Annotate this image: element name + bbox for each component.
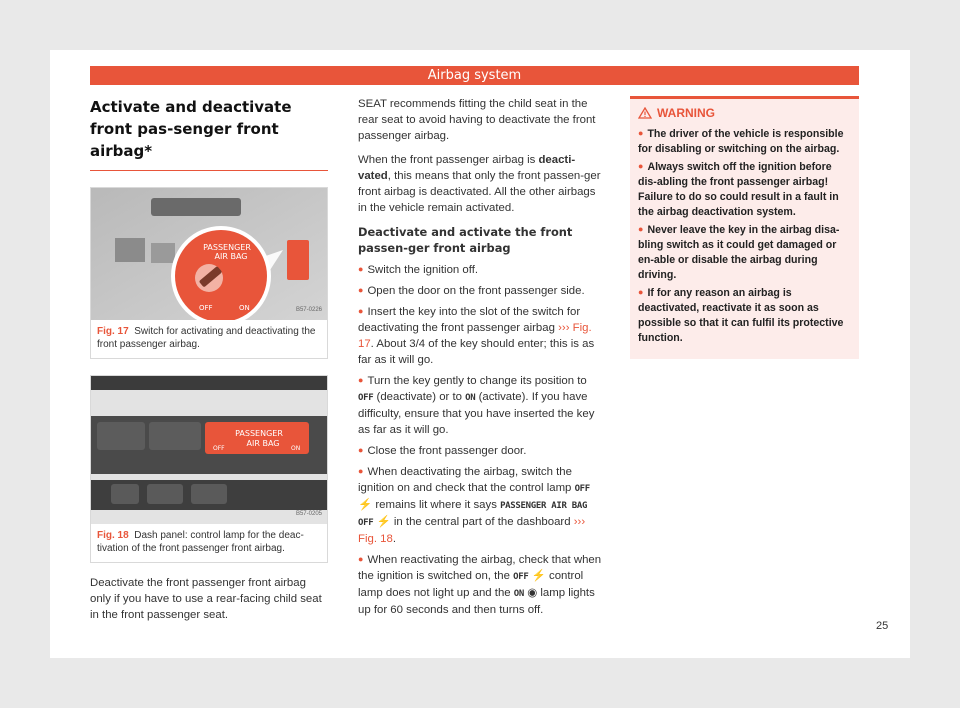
fig17-label-passenger: PASSENGER <box>203 243 251 252</box>
figure-number: Fig. 17 <box>97 326 129 337</box>
step-6: ● When deactivating the airbag, switch the ignition on and check that the control lamp OFF ⚡ remains lit where it says PASSENGER AIR BAG OFF ⚡ in the central part of the dashboard ››› Fig. 18. <box>358 464 602 547</box>
subheading: Deactivate and activate the front passen-ger front airbag <box>358 225 573 255</box>
off-symbol: OFF <box>574 484 590 494</box>
fig18-label-on: ON <box>291 445 301 452</box>
warning-item: ● Never leave the key in the airbag disa-bling switch as it could get damaged or en-able or disable the airbag during driving. <box>638 223 851 283</box>
page-number: 25 <box>876 620 889 632</box>
figure-18-image <box>91 376 327 524</box>
indicator-text: PASSENGER AIR BAG OFF <box>358 501 588 528</box>
fig18-label-passenger: PASSENGER <box>235 429 283 438</box>
airbag-off-icon: ⚡ <box>376 516 391 528</box>
caption-text: Dash panel: control lamp for the deac-tivation of the front passenger front airbag. <box>97 530 304 554</box>
warning-item: ● The driver of the vehicle is responsible for disabling or switching on the airbag. <box>638 127 851 157</box>
middle-column <box>358 96 602 623</box>
section-header: Airbag system <box>90 66 859 85</box>
step-3: ● Insert the key into the slot of the switch for deactivating the front passenger airbag ››› Fig. 17. About 3/4 of the key should enter; this is as far as it will go. <box>358 304 602 368</box>
section-heading: Activate and deactivate front pas-senger front airbag* <box>90 96 328 171</box>
warning-item: ● Always switch off the ignition before dis-abling the front passenger airbag! Failure to do so could result in a fault in the airbag deactivation system. <box>638 160 851 220</box>
warning-icon <box>638 107 652 119</box>
off-symbol: OFF <box>358 393 374 403</box>
warning-title: WARNING <box>657 106 715 120</box>
fig18-label-off: OFF <box>213 445 225 452</box>
image-code: B57-0226 <box>295 307 322 313</box>
airbag-off-icon: ⚡ <box>358 499 373 511</box>
figure-18-caption <box>91 524 327 562</box>
step-7: ● When reactivating the airbag, check that when the ignition is switched on, the OFF ⚡ control lamp does not light up and the ON ◉ lamp lights up for 60 seconds and then turns off. <box>358 552 602 618</box>
intro-paragraph: Deactivate the front passenger front airbag only if you have to use a rear-facing child seat in the front passenger seat. <box>90 577 322 621</box>
fig-18-link[interactable]: ››› Fig. 18 <box>358 516 586 545</box>
right-column <box>630 96 859 359</box>
fig17-label-on: ON <box>239 304 250 312</box>
warning-header <box>638 105 851 121</box>
figure-17 <box>90 187 328 359</box>
on-symbol: ON <box>513 589 525 599</box>
warning-box <box>630 96 859 359</box>
figure-18 <box>90 375 328 563</box>
paragraph-1: SEAT recommends fitting the child seat in the rear seat to avoid having to deactivate the front passenger airbag. <box>358 98 596 142</box>
image-code: B57-0205 <box>295 511 322 517</box>
airbag-on-icon: ◉ <box>527 587 538 599</box>
step-2: ● Open the door on the front passenger side. <box>358 283 602 299</box>
fig-17-link[interactable]: ››› Fig. 17 <box>358 322 592 350</box>
step-1: ● Switch the ignition off. <box>358 262 602 278</box>
fig18-label-airbag: AIR BAG <box>246 439 280 448</box>
left-column <box>90 96 328 631</box>
step-4: ● Turn the key gently to change its position to OFF (deactivate) or to ON (activate). If you have difficulty, ensure that you have inserted the key as far as it will go. <box>358 373 602 438</box>
caption-text: Switch for activating and deactivating the front passenger airbag. <box>97 326 316 350</box>
paragraph-2: When the front passenger airbag is deacti-vated, this means that only the front passen-ger front airbag is deactivated. All the other airbags in the vehicle remain activated. <box>358 154 601 214</box>
off-symbol: OFF <box>513 572 529 582</box>
figure-number: Fig. 18 <box>97 530 129 541</box>
airbag-off-icon: ⚡ <box>531 570 546 582</box>
fig17-label-airbag: AIR BAG <box>214 252 248 261</box>
figure-17-image <box>91 188 327 320</box>
figure-17-caption <box>91 320 327 358</box>
warning-item: ● If for any reason an airbag is deactivated, reactivate it as soon as possible so that it can fulfil its protective function. <box>638 286 851 346</box>
step-5: ● Close the front passenger door. <box>358 443 602 459</box>
on-symbol: ON <box>465 393 476 403</box>
fig17-label-off: OFF <box>199 304 213 312</box>
